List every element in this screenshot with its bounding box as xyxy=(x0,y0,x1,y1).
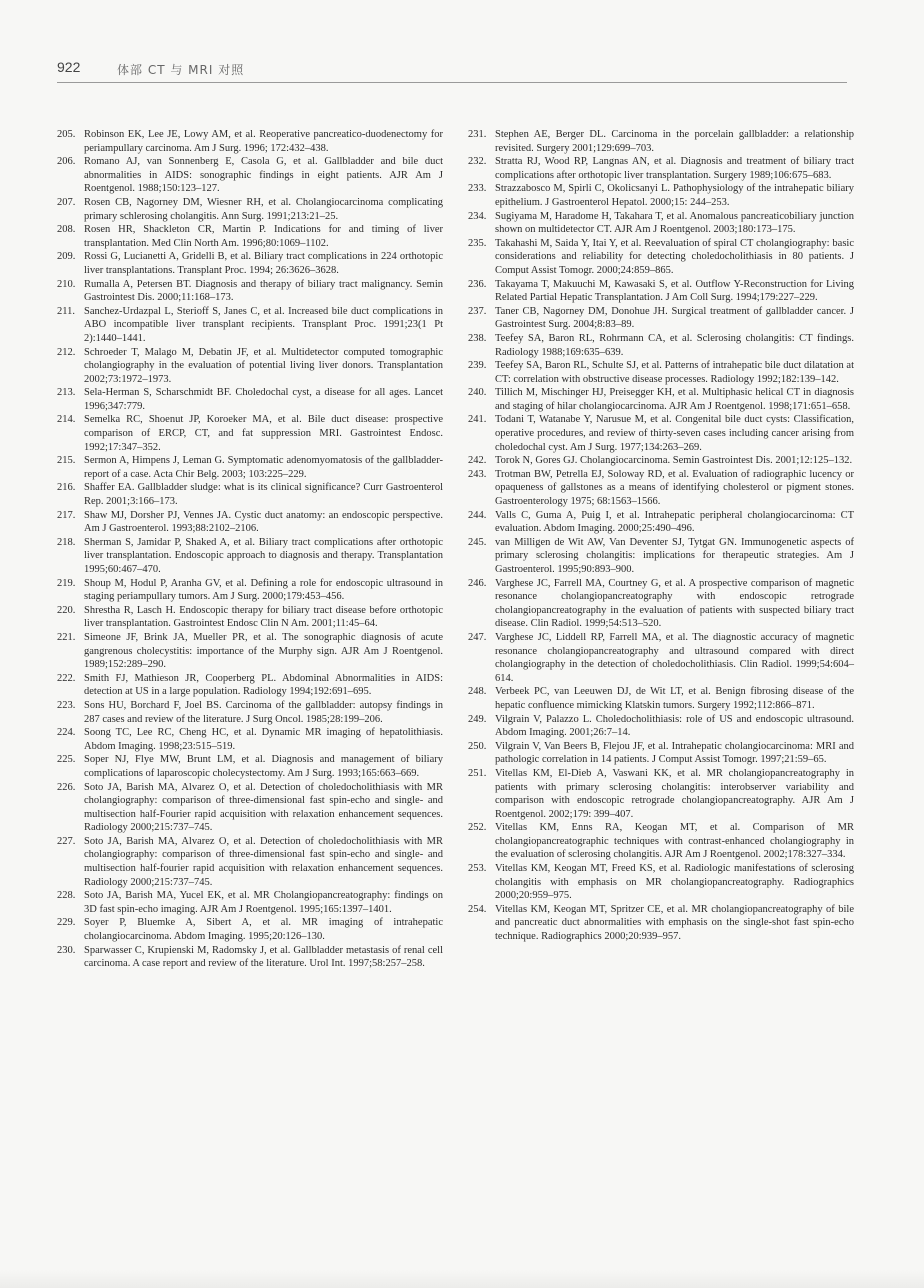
reference-entry xyxy=(57,944,443,971)
reference-text: Stephen AE, Berger DL. Carcinoma in the porcelain gallbladder: a relationship revisited. Surgery 2001;129:699–703. xyxy=(495,129,854,154)
reference-number: 222. xyxy=(57,672,76,684)
reference-number: 236. xyxy=(468,278,487,290)
reference-text: Sela-Herman S, Scharschmidt BF. Choledochal cyst, a disease for all ages. Lancet 1996;347:779. xyxy=(84,387,443,412)
reference-entry xyxy=(468,903,854,944)
reference-text: van Milligen de Wit AW, Van Deventer SJ, Tytgat GN. Immunogenetic aspects of primary sclerosing cholangitis: implications for therapeutic strategies. Am J Gastroenterol. 1995;90:893–900. xyxy=(495,536,854,575)
reference-entry xyxy=(468,237,854,278)
reference-text: Rumalla A, Petersen BT. Diagnosis and therapy of biliary tract malignancy. Semin Gastrointest Dis. 2000;11:168–173. xyxy=(84,278,443,304)
reference-text: Vitellas KM, Keogan MT, Spritzer CE, et al. MR cholangiopancreatography of bile and pancreatic duct abnormalities with emphasis on the single-shot fast spin-echo technique. Radiographics 2000;20:939–957. xyxy=(495,903,854,943)
reference-text: Smith FJ, Mathieson JR, Cooperberg PL. Abdominal Abnormalities in AIDS: detection at US in a large population. Radiology 1994;192:691–695. xyxy=(84,672,443,698)
reference-entry xyxy=(57,196,443,223)
reference-number: 242. xyxy=(468,455,487,467)
reference-number: 211. xyxy=(57,305,75,317)
reference-text: Soto JA, Barish MA, Yucel EK, et al. MR Cholangiopancreatography: findings on 3D fast spin-echo imaging. AJR Am J Roentgenol. 1995;165:1397–1401. xyxy=(84,890,443,915)
reference-entry xyxy=(57,889,443,916)
reference-number: 235. xyxy=(468,237,487,249)
reference-text: Sugiyama M, Haradome H, Takahara T, et al. Anomalous pancreaticobiliary junction shown on multidetector CT. AJR Am J Roentgenol. 2003;180:173–175. xyxy=(495,210,854,236)
reference-number: 212. xyxy=(57,346,76,358)
reference-entry xyxy=(468,685,854,712)
reference-entry xyxy=(57,509,443,536)
reference-number: 216. xyxy=(57,482,76,494)
reference-text: Teefey SA, Baron RL, Rohrmann CA, et al. Sclerosing cholangitis: CT findings. Radiology 1988;169:635–639. xyxy=(495,332,854,358)
reference-number: 227. xyxy=(57,835,76,847)
page-number: 922 xyxy=(57,59,81,75)
reference-text: Soto JA, Barish MA, Alvarez O, et al. Detection of choledocholithiasis with MR cholangiography: comparison of three-dimensional fast spin-echo and single- and multisection half-Fourier rapid acquisition with relaxation enhancement sequences. Radiology 2000;215:737–745. xyxy=(84,781,443,834)
reference-text: Simeone JF, Brink JA, Mueller PR, et al. The sonographic diagnosis of acute gangrenous cholecystitis: importance of the Murphy sign. AJR Am J Roentgenol. 1989;152:289–290. xyxy=(84,631,443,671)
reference-number: 241. xyxy=(468,414,487,426)
reference-entry xyxy=(57,536,443,577)
reference-text: Stratta RJ, Wood RP, Langnas AN, et al. Diagnosis and treatment of biliary tract complications after orthotopic liver transplantation. Surgery 1989;106:675–683. xyxy=(495,156,854,181)
reference-number: 226. xyxy=(57,781,76,793)
reference-entry xyxy=(57,604,443,631)
reference-number: 247. xyxy=(468,631,487,643)
reference-number: 248. xyxy=(468,686,487,698)
reference-number: 252. xyxy=(468,822,487,834)
reference-text: Soto JA, Barish MA, Alvarez O, et al. Detection of choledocholithiasis with MR cholangiography: comparison of three-dimensional fast spin-echo and single- and multisection half-fourier rapid acquisition with relaxation enhancement sequences. Radiology 2000;215:737–745. xyxy=(84,835,443,888)
reference-entry xyxy=(57,413,443,454)
reference-number: 210. xyxy=(57,278,76,290)
page-header xyxy=(57,58,847,83)
reference-number: 219. xyxy=(57,577,76,589)
reference-entry xyxy=(57,223,443,250)
reference-text: Takayama T, Makuuchi M, Kawasaki S, et al. Outflow Y-Reconstruction for Living Related Partial Hepatic Transplantation. J Am Coll Surg. 1994;179:227–229. xyxy=(495,278,854,304)
reference-text: Trotman BW, Petrella EJ, Soloway RD, et al. Evaluation of radiographic lucency or opaqueness of gallstones as a means of identifying cholesterol or pigment stones. Gastroenterology 1975; 68:1563–1566. xyxy=(495,468,854,508)
reference-entry xyxy=(468,821,854,862)
reference-number: 231. xyxy=(468,129,487,140)
reference-entry xyxy=(468,182,854,209)
reference-entry xyxy=(468,413,854,454)
reference-text: Romano AJ, van Sonnenberg E, Casola G, et al. Gallbladder and bile duct abnormalities in AIDS: sonographic findings in eight patients. AJR Am J Roentgenol. 1988;150:123–127. xyxy=(84,156,443,195)
reference-text: Shrestha R, Lasch H. Endoscopic therapy for biliary tract disease before orthotopic liver transplantation. Gastrointest Endosc Clin N Am. 2001;11:45–64. xyxy=(84,604,443,630)
reference-text: Torok N, Gores GJ. Cholangiocarcinoma. Semin Gastrointest Dis. 2001;12:125–132. xyxy=(495,455,853,467)
reference-number: 249. xyxy=(468,713,487,725)
reference-text: Sherman S, Jamidar P, Shaked A, et al. Biliary tract complications after orthotopic liver transplantation. Endoscopic approach to diagnosis and therapy. Transplantation 1995;60:467–470. xyxy=(84,536,443,575)
reference-number: 230. xyxy=(57,944,76,956)
reference-text: Semelka RC, Shoenut JP, Koroeker MA, et al. Bile duct disease: prospective comparison of ERCP, CT, and fat suppression MRI. Gastrointest Endosc. 1992;17:347–352. xyxy=(84,414,443,453)
scan-edge xyxy=(0,1270,924,1288)
reference-column-right xyxy=(468,128,854,944)
reference-entry xyxy=(57,128,443,155)
reference-entry xyxy=(468,767,854,821)
reference-entry xyxy=(57,835,443,889)
reference-entry xyxy=(468,278,854,305)
reference-text: Vilgrain V, Van Beers B, Flejou JF, et al. Intrahepatic cholangiocarcinoma: MRI and pathologic correlation in 14 patients. J Comput Assist Tomogr. 1997;21:59–65. xyxy=(495,740,854,766)
reference-entry xyxy=(468,740,854,767)
reference-entry xyxy=(468,454,854,468)
reference-text: Takahashi M, Saida Y, Itai Y, et al. Reevaluation of spiral CT cholangiography: basic considerations and reliability for detecting choledocholithiasis in 80 patients. J Comput Assist Tomogr. 2000;24:859–865. xyxy=(495,237,854,276)
reference-number: 220. xyxy=(57,604,76,616)
reference-entry xyxy=(468,713,854,740)
reference-number: 250. xyxy=(468,740,487,752)
reference-text: Soyer P, Bluemke A, Sibert A, et al. MR imaging of intrahepatic cholangiocarcinoma. Abdom Imaging. 1995;20:126–130. xyxy=(84,917,443,943)
running-title: 体部 CT 与 MRI 对照 xyxy=(117,63,245,77)
reference-number: 218. xyxy=(57,536,76,548)
reference-text: Verbeek PC, van Leeuwen DJ, de Wit LT, et al. Benign fibrosing disease of the hepatic confluence mimicking Klatskin tumors. Surgery 1992;112:866–871. xyxy=(495,686,854,711)
reference-entry xyxy=(468,155,854,182)
reference-entry xyxy=(468,305,854,332)
reference-number: 223. xyxy=(57,699,76,711)
reference-entry xyxy=(57,726,443,753)
reference-text: Rossi G, Lucianetti A, Gridelli B, et al. Biliary tract complications in 224 orthotopic liver transplantations. Transplant Proc. 1994; 26:3626–3628. xyxy=(84,251,443,276)
reference-number: 240. xyxy=(468,387,487,399)
reference-number: 228. xyxy=(57,890,76,902)
reference-entry xyxy=(468,128,854,155)
reference-number: 238. xyxy=(468,332,487,344)
reference-text: Shoup M, Hodul P, Aranha GV, et al. Defining a role for endoscopic ultrasound in staging periampullary tumors. Am J Surg. 2000;179:453–456. xyxy=(84,577,443,603)
reference-number: 245. xyxy=(468,536,487,548)
reference-number: 244. xyxy=(468,509,487,521)
reference-entry xyxy=(468,631,854,685)
reference-number: 207. xyxy=(57,196,76,208)
reference-number: 217. xyxy=(57,509,76,521)
reference-text: Rosen CB, Nagorney DM, Wiesner RH, et al. Cholangiocarcinoma complicating primary schlerosing cholangitis. Ann Surg. 1991;213:21–25. xyxy=(84,196,443,222)
reference-number: 229. xyxy=(57,917,76,929)
reference-text: Vitellas KM, Keogan MT, Freed KS, et al. Radiologic manifestations of sclerosing cholangitis with emphasis on MR cholangiopancreatography. Radiographics 2000;20:959–975. xyxy=(495,863,854,902)
reference-text: Sons HU, Borchard F, Joel BS. Carcinoma of the gallbladder: autopsy findings in 287 cases and review of the literature. J Surg Oncol. 1985;28:199–206. xyxy=(84,699,443,725)
reference-entry xyxy=(468,577,854,631)
reference-number: 209. xyxy=(57,251,76,263)
reference-column-left xyxy=(57,128,443,971)
reference-entry xyxy=(57,454,443,481)
reference-text: Varghese JC, Liddell RP, Farrell MA, et al. The diagnostic accuracy of magnetic resonance cholangiopancreatography and ultrasound compared with direct cholangiography in the detection of choledocholithiasis. Clin Radiol. 1999;54:604–614. xyxy=(495,631,854,684)
reference-text: Robinson EK, Lee JE, Lowy AM, et al. Reoperative pancreatico-duodenectomy for periampullary carcinoma. Am J Surg. 1996; 172:432–438. xyxy=(84,129,443,154)
reference-entry xyxy=(468,210,854,237)
reference-text: Valls C, Guma A, Puig I, et al. Intrahepatic peripheral cholangiocarcinoma: CT evaluation. Abdom Imaging. 2000;25:490–496. xyxy=(495,509,854,535)
reference-entry xyxy=(57,672,443,699)
reference-text: Tillich M, Mischinger HJ, Preisegger KH, et al. Multiphasic helical CT in diagnosis and staging of hilar cholangiocarcinoma. AJR Am J Roentgenol. 1998;171:651–658. xyxy=(495,387,854,412)
reference-text: Vitellas KM, Enns RA, Keogan MT, et al. Comparison of MR cholangiopancreatographic techniques with contrast-enhanced cholangiography in the evaluation of sclerosing cholangitis. AJR Am J Roentgenol. 2002;178:327–334. xyxy=(495,822,854,861)
reference-number: 254. xyxy=(468,903,487,915)
reference-text: Teefey SA, Baron RL, Schulte SJ, et al. Patterns of intrahepatic bile duct dilatation at CT: correlation with obstructive disease processes. Radiology 1992;182:139–142. xyxy=(495,360,854,385)
reference-entry xyxy=(468,468,854,509)
reference-entry xyxy=(468,386,854,413)
reference-number: 221. xyxy=(57,631,76,643)
reference-number: 232. xyxy=(468,156,487,168)
reference-number: 251. xyxy=(468,767,487,779)
reference-entry xyxy=(468,359,854,386)
reference-entry xyxy=(57,753,443,780)
reference-text: Vitellas KM, El-Dieb A, Vaswani KK, et al. MR cholangiopancreatography in patients with primary sclerosing cholangitis: interobserver variability and comparison with endoscopic retrograde cholangiopancreatography. AJR Am J Roentgenol. 2002;179: 399–407. xyxy=(495,767,854,820)
reference-entry xyxy=(57,155,443,196)
reference-text: Todani T, Watanabe Y, Narusue M, et al. Congenital bile duct cysts: Classification, operative procedures, and review of thirty-seven cases including cancer arising from choledochal cyst. Am J Surg. 1977;134:263–269. xyxy=(495,414,854,453)
reference-text: Strazzabosco M, Spirli C, Okolicsanyi L. Pathophysiology of the intrahepatic biliary epithelium. J Gastroenterol Hepatol. 2000;15: 244–253. xyxy=(495,183,854,208)
reference-entry xyxy=(57,481,443,508)
reference-entry xyxy=(57,577,443,604)
reference-entry xyxy=(468,509,854,536)
reference-text: Sermon A, Himpens J, Leman G. Symptomatic adenomyomatosis of the gallbladder-report of a case. Acta Chir Belg. 2003; 103:225–229. xyxy=(84,455,443,480)
reference-number: 239. xyxy=(468,360,487,372)
reference-number: 225. xyxy=(57,754,76,766)
reference-number: 206. xyxy=(57,156,76,168)
reference-entry xyxy=(57,781,443,835)
reference-text: Vilgrain V, Palazzo L. Choledocholithiasis: role of US and endoscopic ultrasound. Abdom Imaging. 2001;26:7–14. xyxy=(495,713,854,739)
reference-number: 214. xyxy=(57,414,76,426)
reference-number: 253. xyxy=(468,863,487,875)
reference-text: Sparwasser C, Krupienski M, Radomsky J, et al. Gallbladder metastasis of renal cell carcinoma. A case report and review of the literature. Urol Int. 1997;58:257–258. xyxy=(84,944,443,970)
reference-text: Shaw MJ, Dorsher PJ, Vennes JA. Cystic duct anatomy: an endoscopic perspective. Am J Gastroenterol. 1993;88:2102–2106. xyxy=(84,509,443,535)
reference-number: 243. xyxy=(468,468,487,480)
reference-entry xyxy=(57,346,443,387)
reference-text: Soong TC, Lee RC, Cheng HC, et al. Dynamic MR imaging of hepatolithiasis. Abdom Imaging. 1998;23:515–519. xyxy=(84,727,443,752)
reference-text: Rosen HR, Shackleton CR, Martin P. Indications for and timing of liver transplantation. Med Clin North Am. 1996;80:1069–1102. xyxy=(84,224,443,249)
reference-entry xyxy=(57,386,443,413)
reference-text: Shaffer EA. Gallbladder sludge: what is its clinical significance? Curr Gastroenterol Rep. 2001;3:166–173. xyxy=(84,482,443,508)
reference-entry xyxy=(57,250,443,277)
reference-entry xyxy=(468,862,854,903)
reference-number: 205. xyxy=(57,129,76,140)
reference-entry xyxy=(468,332,854,359)
reference-entry xyxy=(468,536,854,577)
reference-number: 233. xyxy=(468,183,487,195)
reference-number: 234. xyxy=(468,210,487,222)
reference-entry xyxy=(57,631,443,672)
reference-number: 215. xyxy=(57,455,76,467)
reference-number: 208. xyxy=(57,224,76,236)
reference-entry xyxy=(57,278,443,305)
reference-number: 224. xyxy=(57,727,76,739)
reference-number: 246. xyxy=(468,577,487,589)
reference-number: 213. xyxy=(57,387,76,399)
reference-entry xyxy=(57,916,443,943)
reference-text: Schroeder T, Malago M, Debatin JF, et al. Multidetector computed tomographic cholangiography in the evaluation of potential living liver donors. Transplantation 2002;73:1972–1973. xyxy=(84,346,443,385)
reference-entry xyxy=(57,305,443,346)
reference-text: Varghese JC, Farrell MA, Courtney G, et al. A prospective comparison of magnetic resonance cholangiopancreatography with endoscopic retrograde cholangiopancreatography in the evaluation of patients with suspected biliary tract disease. Clin Radiol. 1999;54:513–520. xyxy=(495,577,854,630)
reference-number: 237. xyxy=(468,305,487,317)
reference-text: Sanchez-Urdazpal L, Sterioff S, Janes C, et al. Increased bile duct complications in ABO incompatible liver transplant recipients. Transplant Proc. 1991;23(1 Pt 2):1440–1441. xyxy=(84,305,443,344)
reference-text: Soper NJ, Flye MW, Brunt LM, et al. Diagnosis and management of biliary complications of laparoscopic cholecystectomy. Am J Surg. 1993;165:663–669. xyxy=(84,754,443,779)
reference-text: Taner CB, Nagorney DM, Donohue JH. Surgical treatment of gallbladder cancer. J Gastrointest Surg. 2004;8:83–89. xyxy=(495,305,854,331)
reference-entry xyxy=(57,699,443,726)
